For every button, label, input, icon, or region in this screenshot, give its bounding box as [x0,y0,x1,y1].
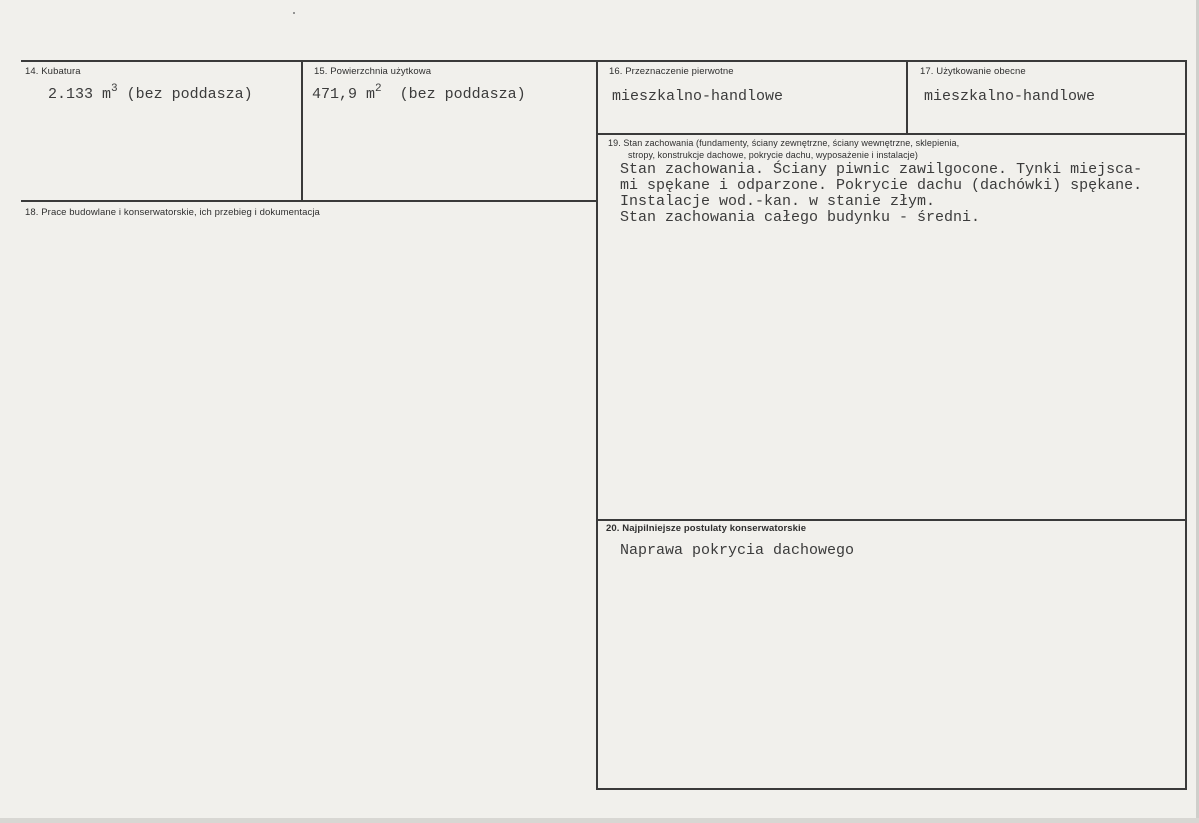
field-19-value [620,162,1142,226]
divider-14-15 [301,60,303,201]
field-17-label: 17. Użytkowanie obecne [920,66,1026,77]
field-20-label: 20. Najpilniejsze postulaty konserwatorskie [606,523,807,534]
field-17-value: mieszkalno-handlowe [924,88,1096,105]
rule-section20 [597,519,1187,521]
field-14-value-exponent: 3 [111,83,118,95]
field-15-value-number: 471,9 m [312,86,376,103]
field-14-label: 14. Kubatura [25,66,81,77]
rule-row2-right [597,133,1187,135]
field-19-label-line2: stropy, konstrukcje dachowe, pokrycie dachu, wyposażenie i instalacje) [628,150,918,160]
field-16-label: 16. Przeznaczenie pierwotne [609,66,734,77]
field-19-line: mi spękane i odparzone. Pokrycie dachu (dachówki) spękane. [620,177,1143,194]
punch-mark [293,12,295,14]
divider-center [596,60,598,790]
divider-16-17 [906,60,908,134]
field-16-value: mieszkalno-handlowe [612,88,784,105]
field-19-line: Stan zachowania. Ściany piwnic zawilgocone. Tynki miejsca- [620,161,1143,178]
field-15-value [312,83,526,103]
field-14-value-suffix: (bez poddasza) [117,86,253,103]
field-14-value-number: 2.133 m [48,86,112,103]
field-15-label: 15. Powierzchnia użytkowa [314,66,432,77]
top-rule [21,60,1187,62]
card-edge-bottom [0,818,1199,823]
right-border [1185,60,1187,790]
rule-row2-left [21,200,597,202]
field-19-line: Instalacje wod.-kan. w stanie złym. [620,193,936,210]
bottom-rule-right [597,788,1187,790]
field-15-value-exponent: 2 [375,83,382,95]
field-14-value [48,83,253,103]
field-18-label: 18. Prace budowlane i konserwatorskie, ich przebieg i dokumentacja [25,207,320,218]
field-19-line: Stan zachowania całego budynku - średni. [620,209,981,226]
field-15-value-suffix: (bez poddasza) [381,86,526,103]
field-19-label-line1: 19. Stan zachowania (fundamenty, ściany zewnętrzne, ściany wewnętrzne, sklepienia, [608,138,960,148]
field-20-value: Naprawa pokrycia dachowego [620,542,855,559]
